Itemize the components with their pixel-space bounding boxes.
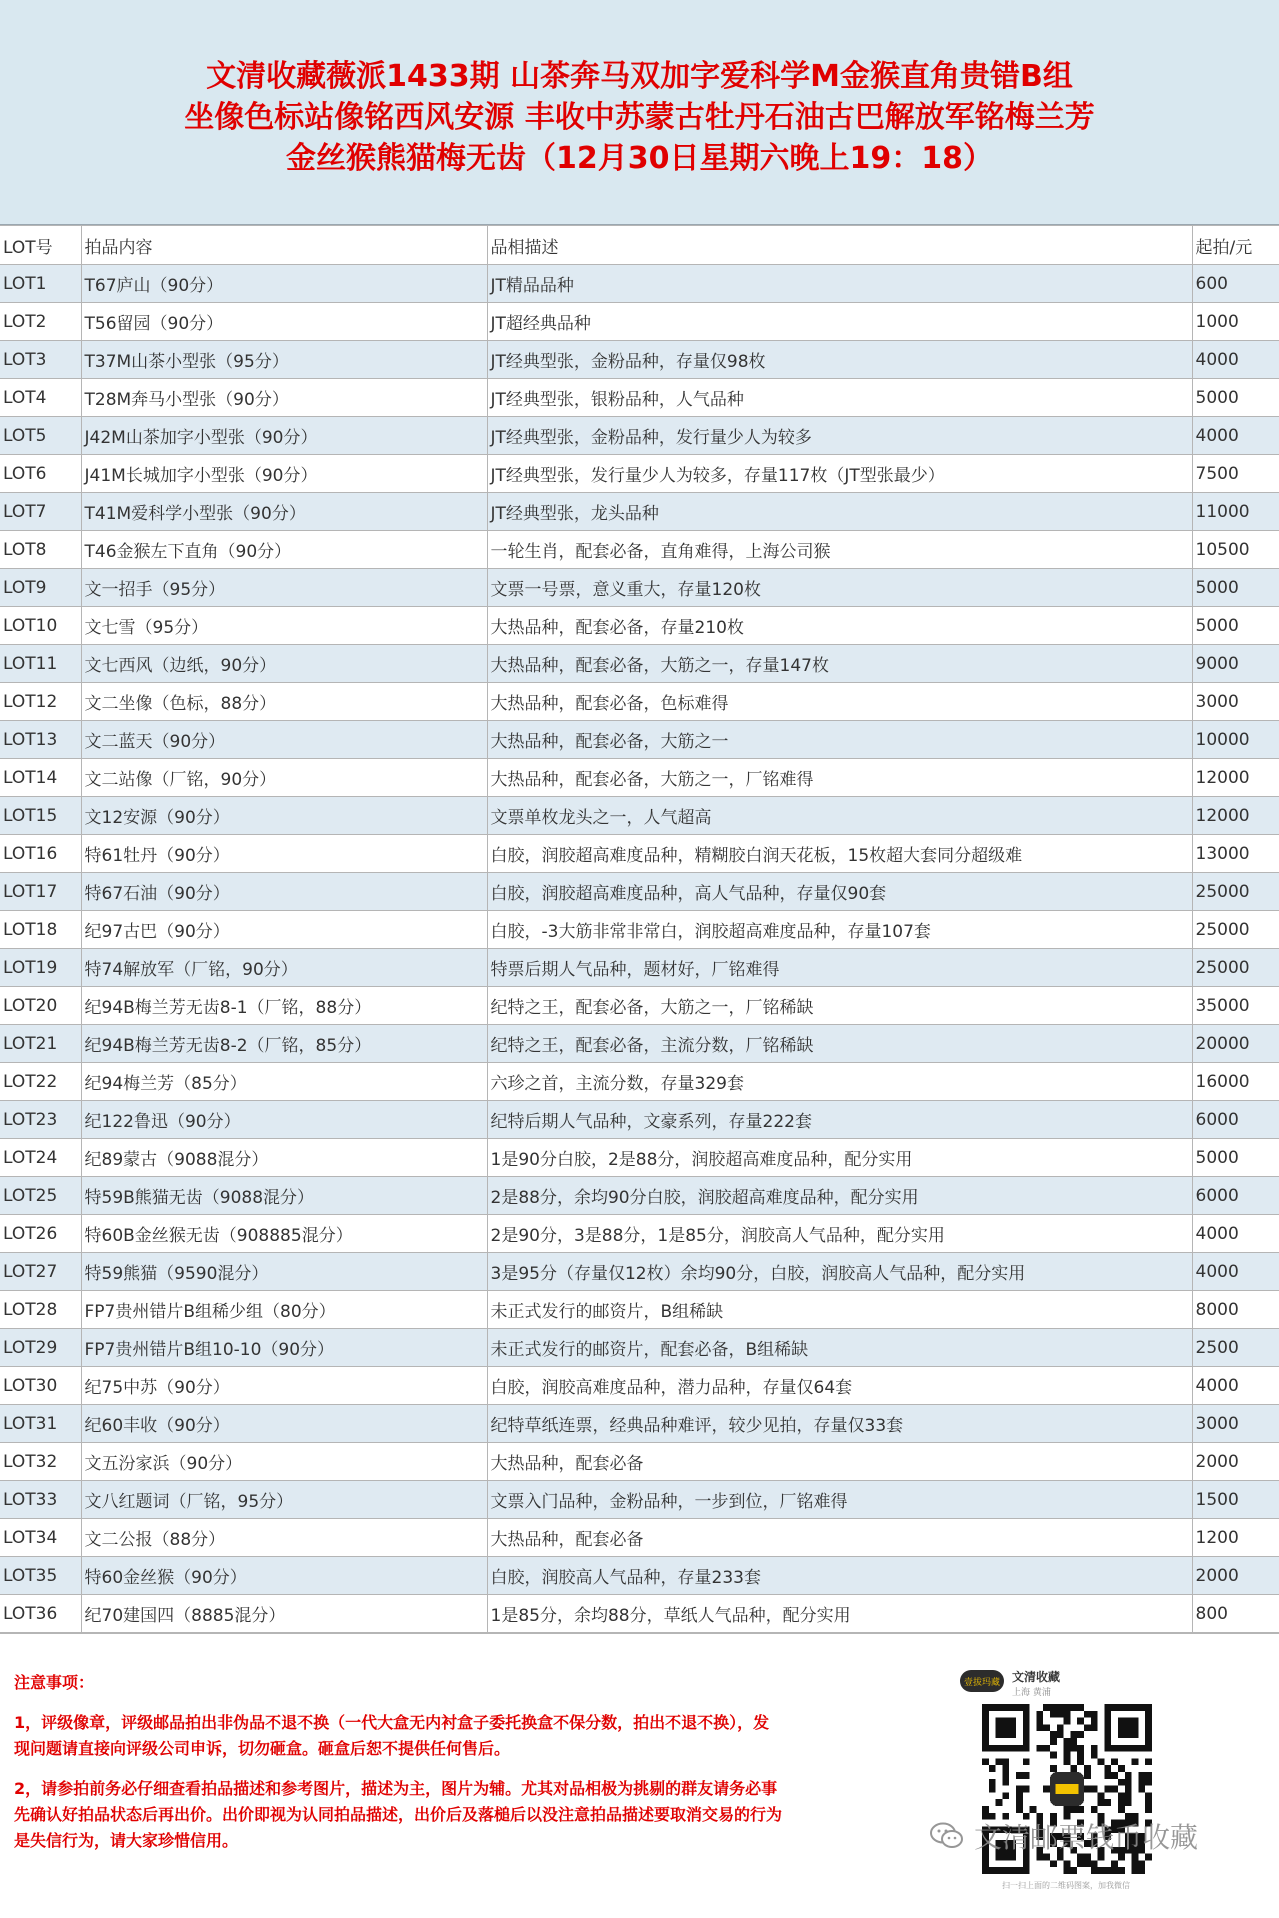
lot-cell: LOT36 xyxy=(0,1595,81,1633)
item-cell: J41M长城加字小型张（90分） xyxy=(81,455,487,493)
condition-cell: JT超经典品种 xyxy=(487,303,1192,341)
condition-cell: 白胶，润胶超高难度品种，精糊胶白润天花板，15枚超大套同分超级难 xyxy=(487,835,1192,873)
item-cell: T41M爱科学小型张（90分） xyxy=(81,493,487,531)
item-cell: 文五汾家浜（90分） xyxy=(81,1443,487,1481)
price-cell: 12000 xyxy=(1192,759,1279,797)
lot-cell: LOT15 xyxy=(0,797,81,835)
condition-cell: 纪特之王，配套必备，主流分数，厂铭稀缺 xyxy=(487,1025,1192,1063)
column-header-item: 拍品内容 xyxy=(81,226,487,265)
table-row xyxy=(0,1405,1279,1443)
table-row xyxy=(0,1443,1279,1481)
item-cell: 文二公报（88分） xyxy=(81,1519,487,1557)
qr-card xyxy=(948,1658,1188,1894)
condition-cell: JT精品品种 xyxy=(487,265,1192,303)
table-row xyxy=(0,835,1279,873)
column-header-lot: LOT号 xyxy=(0,226,81,265)
condition-cell: 纪特之王，配套必备，大筋之一，厂铭稀缺 xyxy=(487,987,1192,1025)
lot-cell: LOT24 xyxy=(0,1139,81,1177)
price-cell: 4000 xyxy=(1192,417,1279,455)
item-cell: 纪94B梅兰芳无齿8-1（厂铭，88分） xyxy=(81,987,487,1025)
price-cell: 6000 xyxy=(1192,1177,1279,1215)
lot-cell: LOT13 xyxy=(0,721,81,759)
lot-cell: LOT31 xyxy=(0,1405,81,1443)
price-cell: 4000 xyxy=(1192,1367,1279,1405)
condition-cell: 文票一号票，意义重大，存量120枚 xyxy=(487,569,1192,607)
price-cell: 6000 xyxy=(1192,1101,1279,1139)
table-row xyxy=(0,1101,1279,1139)
lot-cell: LOT17 xyxy=(0,873,81,911)
condition-cell: JT经典型张，金粉品种，发行量少人为较多 xyxy=(487,417,1192,455)
table-row xyxy=(0,1139,1279,1177)
qr-location: 上海 黄浦 xyxy=(1012,1688,1051,1698)
condition-cell: 大热品种，配套必备，大筋之一，厂铭难得 xyxy=(487,759,1192,797)
item-cell: 文二站像（厂铭，90分） xyxy=(81,759,487,797)
lot-cell: LOT2 xyxy=(0,303,81,341)
lot-cell: LOT23 xyxy=(0,1101,81,1139)
price-cell: 2500 xyxy=(1192,1329,1279,1367)
condition-cell: 纪特草纸连票，经典品种难评，较少见拍，存量仅33套 xyxy=(487,1405,1192,1443)
condition-cell: 白胶，-3大筋非常非常白，润胶超高难度品种，存量107套 xyxy=(487,911,1192,949)
lot-cell: LOT27 xyxy=(0,1253,81,1291)
item-cell: 特61牡丹（90分） xyxy=(81,835,487,873)
lot-cell: LOT14 xyxy=(0,759,81,797)
table-row xyxy=(0,1329,1279,1367)
item-cell: 纪60丰收（90分） xyxy=(81,1405,487,1443)
item-cell: 纪70建国四（8885混分） xyxy=(81,1595,487,1633)
item-cell: 纪94梅兰芳（85分） xyxy=(81,1063,487,1101)
condition-cell: 大热品种，配套必备 xyxy=(487,1519,1192,1557)
item-cell: 纪122鲁迅（90分） xyxy=(81,1101,487,1139)
item-cell: 特59熊猫（9590混分） xyxy=(81,1253,487,1291)
lot-cell: LOT1 xyxy=(0,265,81,303)
price-cell: 3000 xyxy=(1192,1405,1279,1443)
item-cell: 特59B熊猫无齿（9088混分） xyxy=(81,1177,487,1215)
item-cell: T37M山茶小型张（95分） xyxy=(81,341,487,379)
table-row xyxy=(0,873,1279,911)
condition-cell: JT经典型张，发行量少人为较多，存量117枚（JT型张最少） xyxy=(487,455,1192,493)
price-cell: 9000 xyxy=(1192,645,1279,683)
watermark-text: 文清邮票钱币收藏 xyxy=(974,1821,1199,1854)
condition-cell: JT经典型张，银粉品种，人气品种 xyxy=(487,379,1192,417)
item-cell: 纪75中苏（90分） xyxy=(81,1367,487,1405)
table-row xyxy=(0,1481,1279,1519)
title-line-2: 坐像色标站像铭西风安源 丰收中苏蒙古牡丹石油古巴解放军铭梅兰芳 xyxy=(184,99,1095,135)
lot-cell: LOT34 xyxy=(0,1519,81,1557)
lot-cell: LOT16 xyxy=(0,835,81,873)
table-row xyxy=(0,493,1279,531)
table-row xyxy=(0,569,1279,607)
table-row xyxy=(0,265,1279,303)
title-line-1: 文清收藏薇派1433期 山茶奔马双加字爱科学M金猴直角贵错B组 xyxy=(206,58,1073,94)
table-row xyxy=(0,303,1279,341)
column-header-condition: 品相描述 xyxy=(487,226,1192,265)
price-cell: 11000 xyxy=(1192,493,1279,531)
table-row xyxy=(0,1253,1279,1291)
condition-cell: 纪特后期人气品种，文豪系列，存量222套 xyxy=(487,1101,1192,1139)
table-row xyxy=(0,1177,1279,1215)
condition-cell: 白胶，润胶高难度品种，潜力品种，存量仅64套 xyxy=(487,1367,1192,1405)
item-cell: T46金猴左下直角（90分） xyxy=(81,531,487,569)
table-row xyxy=(0,1215,1279,1253)
lot-cell: LOT26 xyxy=(0,1215,81,1253)
price-cell: 5000 xyxy=(1192,1139,1279,1177)
condition-cell: 大热品种，配套必备，大筋之一 xyxy=(487,721,1192,759)
item-cell: 纪94B梅兰芳无齿8-2（厂铭，85分） xyxy=(81,1025,487,1063)
item-cell: 文八红题词（厂铭，95分） xyxy=(81,1481,487,1519)
price-cell: 5000 xyxy=(1192,379,1279,417)
price-cell: 5000 xyxy=(1192,569,1279,607)
table-row xyxy=(0,683,1279,721)
item-cell: FP7贵州错片B组10-10（90分） xyxy=(81,1329,487,1367)
price-cell: 35000 xyxy=(1192,987,1279,1025)
lot-cell: LOT9 xyxy=(0,569,81,607)
condition-cell: 六珍之首，主流分数，存量329套 xyxy=(487,1063,1192,1101)
lot-cell: LOT3 xyxy=(0,341,81,379)
table-row xyxy=(0,1063,1279,1101)
table-row xyxy=(0,455,1279,493)
item-cell: 特60金丝猴（90分） xyxy=(81,1557,487,1595)
price-cell: 25000 xyxy=(1192,949,1279,987)
item-cell: 文二坐像（色标，88分） xyxy=(81,683,487,721)
item-cell: 文七西风（边纸，90分） xyxy=(81,645,487,683)
price-cell: 7500 xyxy=(1192,455,1279,493)
lot-cell: LOT21 xyxy=(0,1025,81,1063)
price-cell: 3000 xyxy=(1192,683,1279,721)
item-cell: 文七雪（95分） xyxy=(81,607,487,645)
footer xyxy=(0,1633,1279,1904)
table-row xyxy=(0,911,1279,949)
condition-cell: 特票后期人气品种，题材好，厂铭难得 xyxy=(487,949,1192,987)
condition-cell: 3是95分（存量仅12枚）余均90分，白胶，润胶高人气品种，配分实用 xyxy=(487,1253,1192,1291)
price-cell: 800 xyxy=(1192,1595,1279,1633)
qr-caption: 扫一扫上面的二维码图案，加我微信 xyxy=(1002,1881,1130,1890)
condition-cell: 大热品种，配套必备 xyxy=(487,1443,1192,1481)
price-cell: 16000 xyxy=(1192,1063,1279,1101)
price-cell: 1200 xyxy=(1192,1519,1279,1557)
condition-cell: 未正式发行的邮资片，配套必备，B组稀缺 xyxy=(487,1329,1192,1367)
shop-logo: 壹拔玛藏 xyxy=(960,1670,1004,1692)
lot-cell: LOT10 xyxy=(0,607,81,645)
lot-cell: LOT5 xyxy=(0,417,81,455)
watermark xyxy=(930,1816,1198,1856)
lot-cell: LOT25 xyxy=(0,1177,81,1215)
condition-cell: 2是88分，余均90分白胶，润胶超高难度品种，配分实用 xyxy=(487,1177,1192,1215)
table-row xyxy=(0,721,1279,759)
price-cell: 10000 xyxy=(1192,721,1279,759)
table-row xyxy=(0,379,1279,417)
condition-cell: JT经典型张，龙头品种 xyxy=(487,493,1192,531)
lot-cell: LOT20 xyxy=(0,987,81,1025)
column-header-start-price: 起拍/元 xyxy=(1192,226,1279,265)
item-cell: J42M山茶加字小型张（90分） xyxy=(81,417,487,455)
table-row xyxy=(0,797,1279,835)
lot-cell: LOT32 xyxy=(0,1443,81,1481)
note-1: 1，评级像章，评级邮品拍出非伪品不退不换（一代大盒无内衬盒子委托换盒不保分数，拍出不退不换），发现问题请直接向评级公司申诉，切勿砸盒。砸盒后恕不提供任何售后。 xyxy=(14,1713,770,1758)
table-row xyxy=(0,987,1279,1025)
price-cell: 25000 xyxy=(1192,873,1279,911)
table-body xyxy=(0,265,1279,1633)
table-row xyxy=(0,1291,1279,1329)
lot-cell: LOT29 xyxy=(0,1329,81,1367)
condition-cell: 大热品种，配套必备，色标难得 xyxy=(487,683,1192,721)
price-cell: 5000 xyxy=(1192,607,1279,645)
lot-cell: LOT6 xyxy=(0,455,81,493)
price-cell: 1000 xyxy=(1192,303,1279,341)
lot-cell: LOT30 xyxy=(0,1367,81,1405)
condition-cell: 大热品种，配套必备，大筋之一，存量147枚 xyxy=(487,645,1192,683)
table-row xyxy=(0,1519,1279,1557)
table-row xyxy=(0,1557,1279,1595)
item-cell: 特74解放军（厂铭，90分） xyxy=(81,949,487,987)
table-row xyxy=(0,759,1279,797)
condition-cell: 白胶，润胶超高难度品种，高人气品种，存量仅90套 xyxy=(487,873,1192,911)
table-header-row xyxy=(0,226,1279,265)
wechat-icon xyxy=(930,1822,964,1850)
item-cell: 特67石油（90分） xyxy=(81,873,487,911)
price-cell: 600 xyxy=(1192,265,1279,303)
notes-title: 注意事项： xyxy=(14,1673,95,1692)
item-cell: 纪89蒙古（9088混分） xyxy=(81,1139,487,1177)
notes-section xyxy=(14,1670,784,1868)
condition-cell: 一轮生肖，配套必备，直角难得，上海公司猴 xyxy=(487,531,1192,569)
table-row xyxy=(0,531,1279,569)
price-cell: 2000 xyxy=(1192,1557,1279,1595)
table-row xyxy=(0,1367,1279,1405)
item-cell: T28M奔马小型张（90分） xyxy=(81,379,487,417)
lot-cell: LOT18 xyxy=(0,911,81,949)
qr-account-name: 文清收藏 xyxy=(1012,1670,1061,1684)
title-line-3: 金丝猴熊猫梅无齿（12月30日星期六晚上19：18） xyxy=(286,140,993,176)
price-cell: 8000 xyxy=(1192,1291,1279,1329)
condition-cell: 白胶，润胶高人气品种，存量233套 xyxy=(487,1557,1192,1595)
price-cell: 2000 xyxy=(1192,1443,1279,1481)
note-2: 2，请参拍前务必仔细查看拍品描述和参考图片，描述为主，图片为辅。尤其对品相极为挑剔的群友请务必事先确认好拍品状态后再出价。出价即视为认同拍品描述，出价后及落槌后以没注意拍品描述要取消交易的行为是失信行为，请大家珍惜信用。 xyxy=(14,1779,783,1850)
item-cell: T56留园（90分） xyxy=(81,303,487,341)
lot-cell: LOT19 xyxy=(0,949,81,987)
table-row xyxy=(0,645,1279,683)
price-cell: 4000 xyxy=(1192,1215,1279,1253)
item-cell: T67庐山（90分） xyxy=(81,265,487,303)
item-cell: 文一招手（95分） xyxy=(81,569,487,607)
auction-table xyxy=(0,225,1279,1633)
condition-cell: 1是85分，余均88分，草纸人气品种，配分实用 xyxy=(487,1595,1192,1633)
table-row xyxy=(0,417,1279,455)
lot-cell: LOT7 xyxy=(0,493,81,531)
price-cell: 13000 xyxy=(1192,835,1279,873)
item-cell: 文12安源（90分） xyxy=(81,797,487,835)
price-cell: 25000 xyxy=(1192,911,1279,949)
price-cell: 4000 xyxy=(1192,341,1279,379)
price-cell: 1500 xyxy=(1192,1481,1279,1519)
condition-cell: 文票入门品种，金粉品种，一步到位，厂铭难得 xyxy=(487,1481,1192,1519)
price-cell: 12000 xyxy=(1192,797,1279,835)
condition-cell: 未正式发行的邮资片，B组稀缺 xyxy=(487,1291,1192,1329)
lot-cell: LOT12 xyxy=(0,683,81,721)
page-header xyxy=(0,0,1279,225)
condition-cell: 1是90分白胶，2是88分，润胶超高难度品种，配分实用 xyxy=(487,1139,1192,1177)
table-row xyxy=(0,949,1279,987)
lot-cell: LOT11 xyxy=(0,645,81,683)
condition-cell: 文票单枚龙头之一，人气超高 xyxy=(487,797,1192,835)
item-cell: 文二蓝天（90分） xyxy=(81,721,487,759)
table-row xyxy=(0,607,1279,645)
lot-cell: LOT4 xyxy=(0,379,81,417)
price-cell: 10500 xyxy=(1192,531,1279,569)
lot-cell: LOT8 xyxy=(0,531,81,569)
lot-cell: LOT22 xyxy=(0,1063,81,1101)
price-cell: 4000 xyxy=(1192,1253,1279,1291)
lot-cell: LOT33 xyxy=(0,1481,81,1519)
item-cell: FP7贵州错片B组稀少组（80分） xyxy=(81,1291,487,1329)
item-cell: 纪97古巴（90分） xyxy=(81,911,487,949)
lot-cell: LOT28 xyxy=(0,1291,81,1329)
table-row xyxy=(0,341,1279,379)
price-cell: 20000 xyxy=(1192,1025,1279,1063)
condition-cell: 大热品种，配套必备，存量210枚 xyxy=(487,607,1192,645)
lot-cell: LOT35 xyxy=(0,1557,81,1595)
table-row xyxy=(0,1595,1279,1633)
table-row xyxy=(0,1025,1279,1063)
condition-cell: JT经典型张，金粉品种，存量仅98枚 xyxy=(487,341,1192,379)
item-cell: 特60B金丝猴无齿（908885混分） xyxy=(81,1215,487,1253)
condition-cell: 2是90分，3是88分，1是85分，润胶高人气品种，配分实用 xyxy=(487,1215,1192,1253)
